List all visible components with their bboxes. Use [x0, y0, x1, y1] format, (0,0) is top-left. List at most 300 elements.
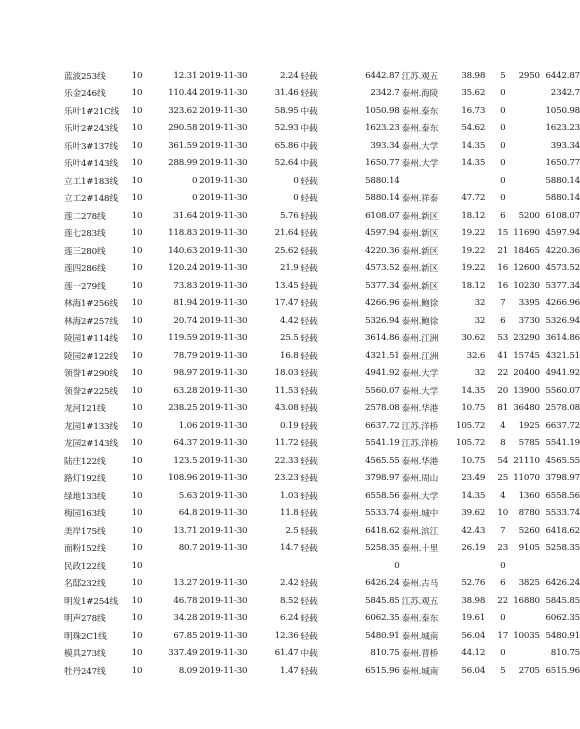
table-cell: 轻载 [300, 421, 318, 432]
table-cell: 10 [131, 245, 143, 256]
table-cell: 轻载 [300, 666, 318, 677]
table-cell: 2019-11-30 [199, 228, 248, 239]
table-cell: 10 [131, 368, 143, 379]
table-cell: 64.8 [178, 508, 198, 519]
table-cell: 3730 [518, 315, 540, 326]
table-cell: 1925 [518, 420, 540, 431]
table-cell: 10 [131, 648, 143, 659]
table-cell: 8780 [518, 508, 540, 519]
table-cell: 轻载 [300, 456, 318, 467]
table-cell: 梅园163线 [64, 509, 106, 520]
table-cell: 13.71 [173, 525, 198, 536]
table-cell: 6418.62 [365, 525, 400, 536]
table-cell: 67.85 [173, 630, 198, 641]
table-cell: 乐叶3#137线 [64, 141, 118, 152]
table-cell: 路灯192线 [64, 474, 106, 485]
table-cell: 22 [497, 595, 509, 606]
table-row [64, 172, 580, 190]
table-cell: 10 [131, 595, 143, 606]
table-row [64, 347, 580, 365]
table-cell: 泰州.鲍徐 [401, 299, 439, 310]
table-cell: 5880.14 [365, 175, 400, 186]
table-cell: 轻载 [300, 194, 318, 205]
table-cell: 6426.24 [545, 578, 580, 589]
table-cell: 25.62 [274, 245, 299, 256]
table-row [64, 365, 580, 383]
table-cell: 4573.52 [545, 263, 580, 274]
table-cell: 2019-11-30 [199, 438, 248, 449]
table-cell: 泰州.华港 [401, 404, 439, 415]
table-cell: 轻载 [300, 264, 318, 275]
table-cell: 8.52 [280, 595, 299, 606]
table-cell: 5560.07 [365, 385, 400, 396]
table-cell: 泰州.晋桥 [401, 649, 439, 660]
table-cell: 2019-11-30 [199, 70, 248, 81]
table-cell: 轻载 [300, 281, 318, 292]
table-cell: 17 [497, 630, 509, 641]
table-cell: 56.04 [461, 630, 486, 641]
table-cell: 6558.56 [545, 490, 580, 501]
table-row [64, 137, 580, 155]
table-cell: 轻载 [300, 509, 318, 520]
table-cell: 中载 [300, 649, 318, 660]
table-cell: 立工2#148线 [64, 194, 118, 205]
table-cell: 5 [500, 665, 506, 676]
table-cell: 810.75 [550, 648, 580, 659]
table-cell [512, 557, 540, 575]
table-cell: 5880.14 [545, 175, 580, 186]
table-cell: 2.5 [285, 525, 299, 536]
table-cell: 泰州.江洲 [401, 351, 439, 362]
table-cell [512, 120, 540, 138]
table-cell: 轻载 [300, 526, 318, 537]
table-cell: 泰州.大学 [401, 491, 439, 502]
table-cell: 轻载 [300, 579, 318, 590]
table-row [64, 155, 580, 173]
table-cell: 6426.24 [365, 578, 400, 589]
table-cell: 1650.77 [365, 158, 400, 169]
table-cell: 10 [131, 88, 143, 99]
table-cell: 美岸175线 [64, 526, 106, 537]
table-cell: 6062.35 [545, 613, 580, 624]
table-cell: 18.12 [461, 210, 486, 221]
table-cell: 105.72 [456, 438, 486, 449]
table-cell: 2019-11-30 [199, 315, 248, 326]
table-cell: 6442.87 [545, 70, 580, 81]
table-cell: 泰州.泰东 [401, 614, 439, 625]
table-cell: 10 [131, 385, 143, 396]
table-cell: 4941.92 [545, 368, 580, 379]
table-cell: 5200 [518, 210, 540, 221]
table-cell: 11.8 [280, 508, 299, 519]
table-row [64, 242, 580, 260]
table-cell: 38.98 [461, 70, 486, 81]
table-cell: 绿地133线 [64, 491, 106, 502]
table-cell: 0 [500, 88, 506, 99]
table-cell: 10 [497, 508, 509, 519]
table-cell: 5.63 [178, 490, 198, 501]
table-cell: 30.62 [461, 333, 486, 344]
table-cell: 21.64 [274, 228, 299, 239]
table-cell: 蓝波253线 [64, 71, 106, 82]
table-cell: 3395 [518, 298, 540, 309]
table-cell: 0 [500, 158, 506, 169]
table-cell: 轻载 [300, 404, 318, 415]
table-cell: 2019-11-30 [199, 333, 248, 344]
table-cell: 20 [497, 385, 509, 396]
table-cell: 陵园1#114线 [64, 334, 118, 345]
table-cell: 2342.7 [370, 88, 400, 99]
table-cell: 10 [131, 665, 143, 676]
table-cell [402, 172, 453, 190]
table-cell: 32 [474, 315, 486, 326]
table-cell: 4 [500, 490, 506, 501]
table-cell: 中载 [300, 106, 318, 117]
table-cell: 2019-11-30 [199, 578, 248, 589]
table-cell: 6515.96 [545, 665, 580, 676]
table-cell: 4597.94 [365, 228, 400, 239]
table-cell: 105.72 [456, 420, 486, 431]
table-cell: 4220.36 [365, 245, 400, 256]
table-cell: 泰州.城南 [401, 666, 439, 677]
table-cell: 1050.98 [545, 105, 580, 116]
table-cell: 14.35 [461, 490, 486, 501]
table-cell: 民政122线 [64, 561, 106, 572]
table-cell: 0 [500, 140, 506, 151]
table-row [64, 330, 580, 348]
table-cell: 15 [497, 228, 509, 239]
table-cell: 1.03 [280, 490, 299, 501]
table-cell: 2019-11-30 [199, 613, 248, 624]
table-cell [147, 557, 199, 575]
table-row [64, 435, 580, 453]
table-row [64, 645, 580, 663]
table-cell: 22 [497, 368, 509, 379]
table-cell: 47.72 [461, 193, 486, 204]
table-cell: 0 [500, 105, 506, 116]
table-cell: 莲二278线 [64, 211, 106, 222]
table-cell: 轻载 [300, 299, 318, 310]
table-cell: 0 [500, 193, 506, 204]
table-cell: 23290 [513, 333, 540, 344]
table-cell: 2.24 [280, 70, 299, 81]
table-cell: 2019-11-30 [199, 105, 248, 116]
table-cell: 泰州.新区 [401, 281, 439, 292]
table-cell: 10.75 [461, 403, 486, 414]
table-cell: 泰州.新区 [401, 264, 439, 275]
table-cell: 6108.07 [545, 210, 580, 221]
table-cell: 61.47 [274, 648, 299, 659]
table-cell: 5845.85 [365, 595, 400, 606]
table-cell: 泰州.泰东 [401, 124, 439, 135]
table-cell: 江苏.洋桥 [401, 439, 439, 450]
table-cell: 轻载 [300, 386, 318, 397]
table-cell: 81.94 [173, 298, 198, 309]
table-cell: 13.45 [274, 280, 299, 291]
table-cell: 轻载 [300, 351, 318, 362]
table-cell: 5.76 [280, 210, 299, 221]
table-cell: 泰州.古马 [401, 579, 439, 590]
table-cell: 10 [131, 140, 143, 151]
table-cell: 4941.92 [365, 368, 400, 379]
table-cell: 16 [497, 263, 509, 274]
table-cell: 轻载 [300, 369, 318, 380]
table-cell: 2578.08 [365, 403, 400, 414]
table-cell: 泰州.泰东 [401, 106, 439, 117]
table-cell: 泰州.鲍徐 [401, 316, 439, 327]
table-cell: 2019-11-30 [199, 280, 248, 291]
table-cell: 0 [293, 175, 299, 186]
table-cell: 19.61 [461, 613, 486, 624]
table-cell: 2019-11-30 [199, 175, 248, 186]
table-row [64, 627, 580, 645]
table-cell: 10 [131, 630, 143, 641]
table-cell: 5480.91 [365, 630, 400, 641]
table-cell: 110.44 [168, 88, 198, 99]
table-cell [452, 557, 493, 575]
table-cell [512, 645, 540, 663]
table-cell: 莲四286线 [64, 264, 106, 275]
table-cell: 4266.96 [365, 298, 400, 309]
table-cell: 43.08 [274, 403, 299, 414]
table-cell: 5880.14 [545, 193, 580, 204]
table-cell: 2019-11-30 [199, 123, 248, 134]
table-cell: 2019-11-30 [199, 385, 248, 396]
table-cell: 23 [497, 543, 509, 554]
table-cell: 0 [500, 560, 506, 571]
table-row [64, 400, 580, 418]
table-cell: 16.73 [461, 105, 486, 116]
table-row [64, 662, 580, 680]
table-cell: 323.62 [168, 105, 198, 116]
table-row [64, 592, 580, 610]
table-cell: 1.47 [280, 665, 299, 676]
table-cell: 泰州.新区 [401, 246, 439, 257]
table-cell: 4565.55 [545, 455, 580, 466]
table-cell: 34.28 [173, 613, 198, 624]
table-cell: 10 [131, 280, 143, 291]
table-cell: 龙园2#143线 [64, 439, 118, 450]
table-cell: 13900 [513, 385, 540, 396]
table-cell: 领誉1#290线 [64, 369, 118, 380]
table-cell: 5560.07 [545, 385, 580, 396]
table-cell: 6 [500, 210, 506, 221]
table-cell: 52.93 [274, 123, 299, 134]
table-cell: 0 [500, 648, 506, 659]
table-cell: 11690 [513, 228, 540, 239]
table-cell: 4266.96 [545, 298, 580, 309]
table-cell: 0 [394, 560, 400, 571]
table-cell: 41 [497, 350, 509, 361]
table-cell: 4220.36 [545, 245, 580, 256]
table-cell: 泰州.城中 [401, 509, 439, 520]
table-cell: 4321.51 [365, 350, 400, 361]
table-cell: 江苏.观五 [401, 71, 439, 82]
table-cell: 轻载 [300, 614, 318, 625]
table-cell: 288.99 [168, 158, 198, 169]
table-cell: 泰州.华港 [401, 456, 439, 467]
table-cell: 20.74 [173, 315, 198, 326]
table-cell: 1623.23 [365, 123, 400, 134]
table-cell: 2019-11-30 [199, 648, 248, 659]
table-cell: 25 [497, 473, 509, 484]
table-cell: 5326.94 [365, 315, 400, 326]
table-cell: 2019-11-30 [199, 455, 248, 466]
table-row [64, 312, 580, 330]
table-row [64, 382, 580, 400]
table-cell: 6418.62 [545, 525, 580, 536]
table-cell: 泰州.滨江 [401, 526, 439, 537]
table-cell: 5541.19 [545, 438, 580, 449]
table-cell: 31.64 [173, 210, 198, 221]
table-cell: 10 [131, 613, 143, 624]
table-row [64, 277, 580, 295]
table-cell: 10 [131, 455, 143, 466]
table-cell: 2019-11-30 [199, 525, 248, 536]
table-cell: 5258.35 [365, 543, 400, 554]
table-cell: 4573.52 [365, 263, 400, 274]
table-cell: 810.75 [370, 648, 400, 659]
table-cell: 0 [500, 175, 506, 186]
table-cell: 361.59 [168, 140, 198, 151]
table-cell: 10 [131, 490, 143, 501]
table-cell: 46.78 [173, 595, 198, 606]
table-cell: 98.97 [173, 368, 198, 379]
table-cell [512, 85, 540, 103]
table-cell: 19.22 [461, 263, 486, 274]
table-cell: 泰州.大学 [401, 386, 439, 397]
table-cell: 2019-11-30 [199, 630, 248, 641]
table-cell: 6.24 [280, 613, 299, 624]
table-cell: 中载 [300, 141, 318, 152]
table-cell: 2019-11-30 [199, 193, 248, 204]
table-cell: 73.83 [173, 280, 198, 291]
table-cell: 54 [497, 455, 509, 466]
table-cell: 5880.14 [365, 193, 400, 204]
table-cell: 江苏.洋桥 [401, 421, 439, 432]
table-cell: 10230 [513, 280, 540, 291]
table-cell: 龙园1#133线 [64, 421, 118, 432]
table-cell: 2019-11-30 [199, 403, 248, 414]
table-body [64, 67, 580, 680]
table-cell: 中载 [300, 159, 318, 170]
table-cell: 10035 [513, 630, 540, 641]
table-cell: 1623.23 [545, 123, 580, 134]
table-cell: 0 [191, 175, 198, 186]
table-cell: 泰州.新区 [401, 229, 439, 240]
table-cell: 64.37 [173, 438, 198, 449]
table-row [64, 470, 580, 488]
table-cell: 5480.91 [545, 630, 580, 641]
table-cell [512, 102, 540, 120]
table-cell: 轻载 [300, 71, 318, 82]
table-row [64, 540, 580, 558]
table-cell: 1.06 [178, 420, 198, 431]
table-cell: 21110 [513, 455, 540, 466]
table-cell: 10 [131, 298, 143, 309]
table-cell: 2019-11-30 [199, 210, 248, 221]
table-cell: 10 [131, 473, 143, 484]
table-cell: 393.34 [550, 140, 580, 151]
table-cell: 轻载 [300, 176, 318, 187]
table-cell: 35.62 [461, 88, 486, 99]
table-cell: 轻载 [300, 334, 318, 345]
table-cell: 2019-11-30 [199, 298, 248, 309]
table-cell: 0.19 [280, 420, 299, 431]
table-cell: 10 [131, 403, 143, 414]
table-cell: 108.96 [168, 473, 198, 484]
table-cell [512, 155, 540, 173]
table-cell: 轻载 [300, 474, 318, 485]
table-cell: 2705 [518, 665, 540, 676]
table-cell: 8.09 [178, 665, 198, 676]
table-cell: 10 [131, 508, 143, 519]
table-cell: 2019-11-30 [199, 88, 248, 99]
table-cell: 4 [500, 420, 506, 431]
table-cell: 林海2#257线 [64, 316, 118, 327]
table-cell: 5377.34 [545, 280, 580, 291]
table-cell: 11070 [513, 473, 540, 484]
table-cell: 5533.74 [365, 508, 400, 519]
table-cell: 10 [131, 210, 143, 221]
table-cell: 18.12 [461, 280, 486, 291]
table-cell: 5541.19 [365, 438, 400, 449]
table-cell: 乐金246线 [64, 89, 106, 100]
table-cell: 10 [131, 158, 143, 169]
table-cell: 36480 [513, 403, 540, 414]
table-cell: 5845.85 [545, 595, 580, 606]
table-cell: 10 [131, 228, 143, 239]
table-row [64, 120, 580, 138]
table-cell: 陆庄122线 [64, 456, 106, 467]
table-cell: 轻载 [300, 491, 318, 502]
table-cell: 14.35 [461, 140, 486, 151]
table-cell [512, 610, 540, 628]
table-cell: 牡丹247线 [64, 666, 106, 677]
table-cell: 6515.96 [365, 665, 400, 676]
table-cell: 泰州.新区 [401, 211, 439, 222]
table-cell: 32 [474, 298, 486, 309]
table-cell: 领誉2#225线 [64, 386, 118, 397]
table-cell: 莲一279线 [64, 281, 106, 292]
table-cell: 泰州.大学 [401, 369, 439, 380]
table-row [64, 295, 580, 313]
table-row [64, 207, 580, 225]
table-cell: 5785 [518, 438, 540, 449]
table-cell [199, 557, 257, 575]
table-row [64, 67, 580, 85]
table-cell: 6108.07 [365, 210, 400, 221]
table-cell: 58.95 [274, 105, 299, 116]
table-row [64, 452, 580, 470]
table-cell: 123.5 [173, 455, 198, 466]
table-cell: 3798.97 [365, 473, 400, 484]
table-cell: 泰州.十里 [401, 544, 439, 555]
table-cell: 6637.72 [365, 420, 400, 431]
table-cell: 3825 [518, 578, 540, 589]
table-row [64, 522, 580, 540]
table-cell: 0 [191, 193, 198, 204]
table-cell: 名邸232线 [64, 579, 106, 590]
table-cell: 56.04 [461, 665, 486, 676]
table-cell: 18465 [513, 245, 540, 256]
table-cell: 22.33 [274, 455, 299, 466]
table-cell: 6637.72 [545, 420, 580, 431]
table-cell: 明珠2C1线 [64, 631, 107, 642]
table-cell: 140.63 [168, 245, 198, 256]
table-cell: 54.62 [461, 123, 486, 134]
table-cell: 乐叶2#243线 [64, 124, 118, 135]
